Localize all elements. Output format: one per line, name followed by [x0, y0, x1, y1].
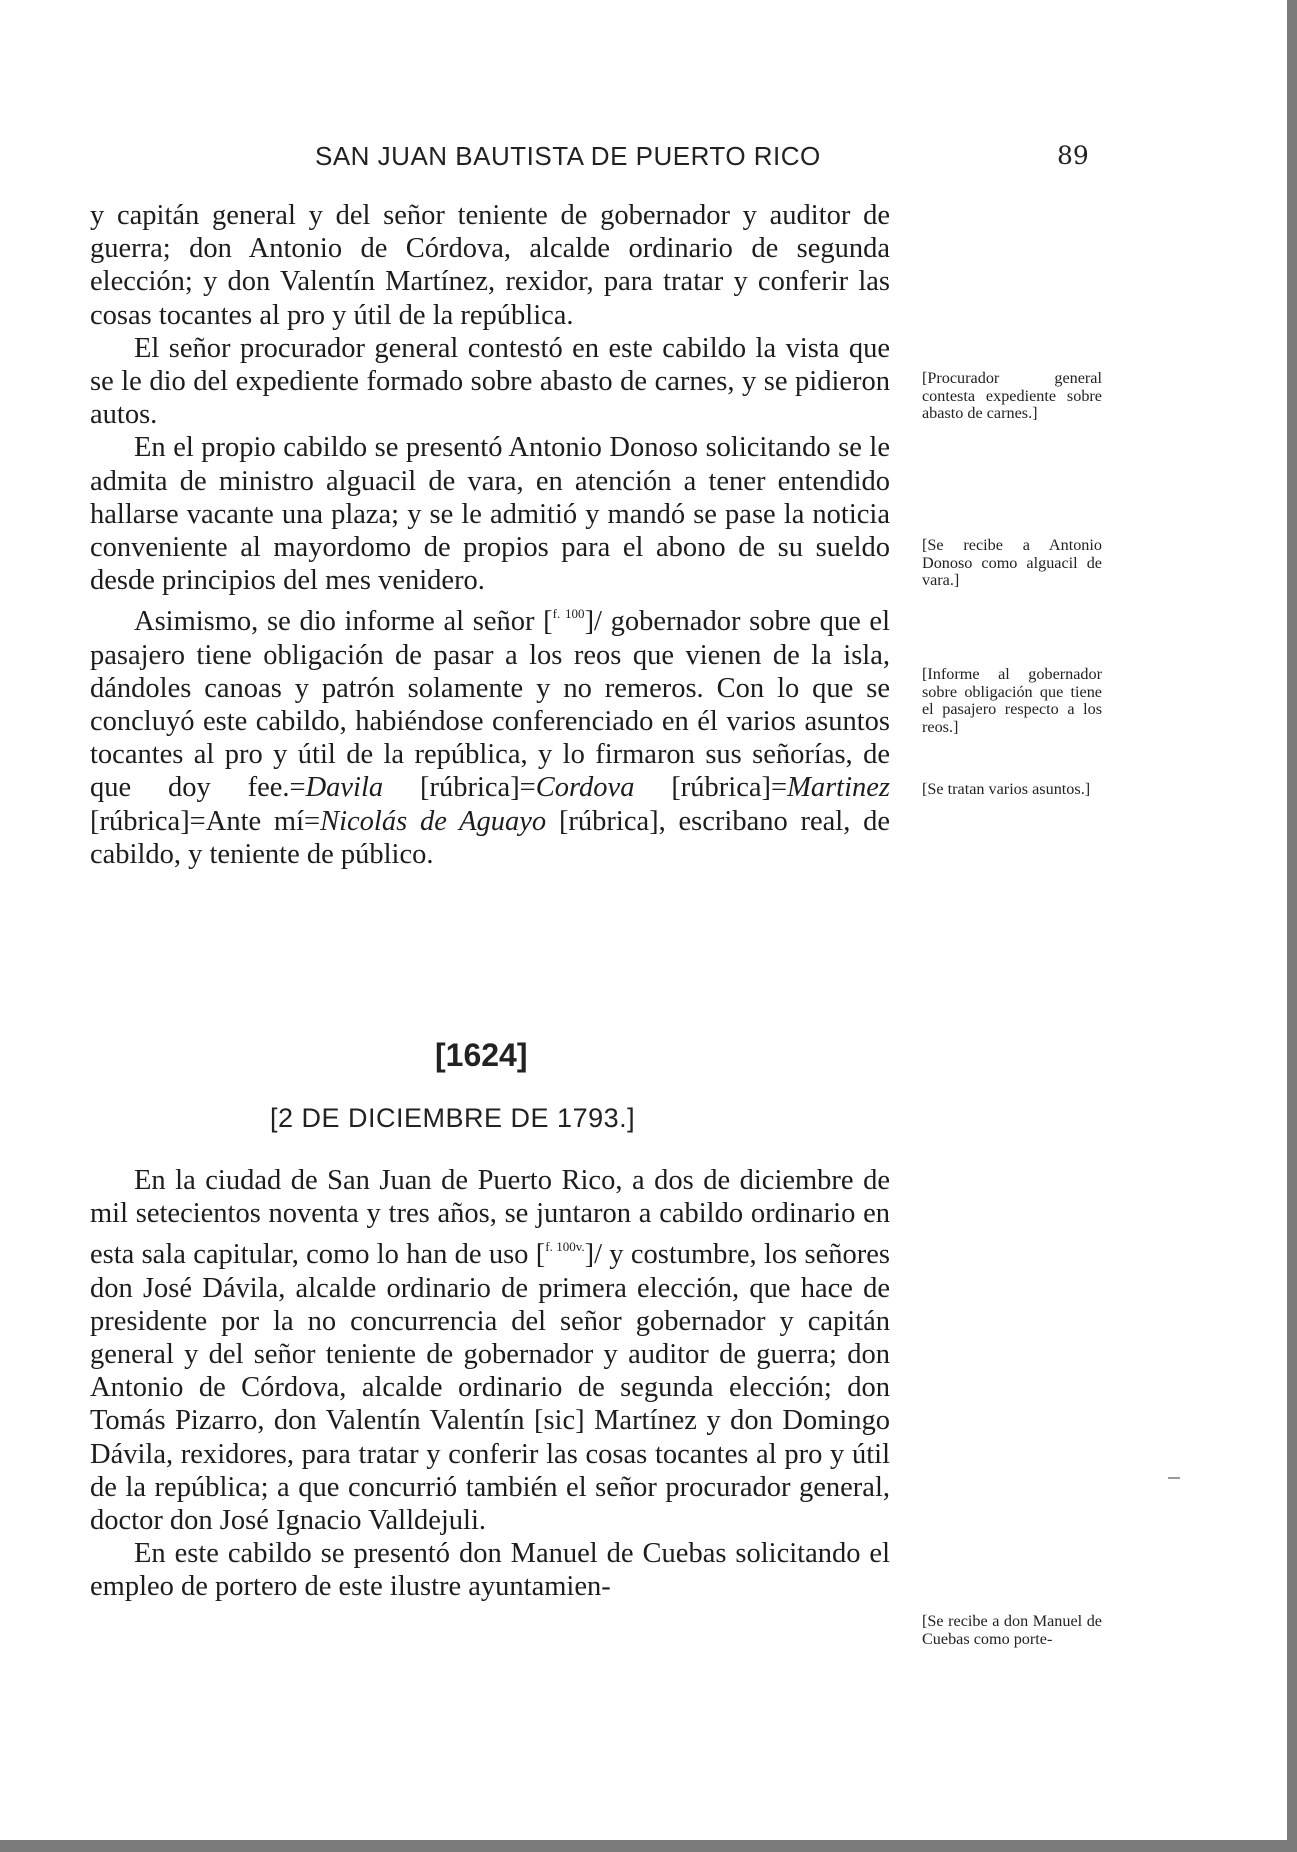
- signature-davila: Davila: [305, 772, 384, 804]
- margin-note-donoso: [Se recibe a Antonio Donoso como alguacil de vara.]: [922, 536, 1102, 589]
- body-text-top: [90, 199, 890, 871]
- text-run: En la ciudad de San Juan de Puerto Rico, a dos de diciembre de mil setecientos noventa y tres años, se juntaron a cabildo ordinario en esta sala capitular, como lo han de uso [: [90, 1165, 890, 1271]
- margin-note-asuntos: [Se tratan varios asuntos.]: [922, 780, 1091, 798]
- text-run: ]/ gobernador sobre que el pasajero tiene obligación de pasar a los reos que vienen de la isla, dándoles canoas y patrón solamente y no remeros. Con lo que se concluyó este cabildo, habiéndose conferenciado en él varios asuntos tocantes al pro y útil de la república, y lo firmaron sus señorías, de que doy fee.=: [90, 606, 890, 804]
- rubrica-mark: [rúbrica]=: [383, 772, 536, 804]
- signature-martinez: Martinez: [787, 772, 890, 804]
- text-run: [rúbrica], escribano real, de cabildo, y teniente de público.: [90, 805, 890, 870]
- margin-note-cuebas: [Se recibe a don Manuel de Cuebas como porte-: [922, 1612, 1102, 1648]
- text-run: Asimismo, se dio informe al señor [: [134, 606, 553, 638]
- rubrica-mark: [rúbrica]=: [634, 772, 788, 804]
- scan-mark: [1168, 1477, 1180, 1479]
- entry-number: [1624]: [435, 1037, 528, 1073]
- paragraph-session-opening: [90, 1164, 890, 1537]
- paragraph-donoso: En el propio cabildo se presentó Antonio Donoso solicitando se le admita de ministro alguacil de vara, en atención a tener entendido hallarse vacante una plaza; y se le admitió y mandó se pase la noticia conveniente al mayordomo de propios para el abono de su sueldo desde principios del mes venidero.: [90, 432, 890, 597]
- folio-reference: f. 100: [552, 606, 585, 622]
- body-text-bottom: [90, 1164, 890, 1604]
- scan-edge-right: [1287, 0, 1297, 1852]
- margin-note-procurador: [Procurador general contesta expediente sobre abasto de carnes.]: [922, 369, 1102, 422]
- folio-reference: f. 100v.: [545, 1239, 585, 1255]
- paragraph-procurador: El señor procurador general contestó en este cabildo la vista que se le dio del expediente formado sobre abasto de carnes, y se pidieron autos.: [90, 332, 890, 431]
- page-number: 89: [1057, 141, 1089, 170]
- text-run: ]/ y costumbre, los señores don José Dávila, alcalde ordinario de primera elección, que hace de presidente por la no concurrencia del señor gobernador y capitán general y del señor teniente de gobernador y auditor de guerra; don Antonio de Córdova, alcalde ordinario de segunda elección; don Tomás Pizarro, don Valentín Valentín [sic] Martínez y don Domingo Dávila, rexidores, para tratar y conferir las cosas tocantes al pro y útil de la república; a que concurrió también el señor procurador general, doctor don José Ignacio Valldejuli.: [90, 1239, 890, 1537]
- margin-note-informe: [Informe al gobernador sobre obligación que tiene el pasajero respecto a los reos.]: [922, 665, 1102, 736]
- signature-aguayo: Nicolás de Aguayo: [320, 805, 547, 837]
- rubrica-mark: [rúbrica]=Ante mí=: [90, 805, 321, 837]
- entry-date: [2 DE DICIEMBRE DE 1793.]: [270, 1103, 636, 1133]
- paragraph-continuation: y capitán general y del señor teniente de gobernador y auditor de guerra; don Antonio de Córdova, alcalde ordinario de segunda elección; y don Valentín Martínez, rexidor, para tratar y conferir las cosas tocantes al pro y útil de la república.: [90, 200, 890, 331]
- signature-cordova: Cordova: [535, 772, 635, 804]
- scan-edge-bottom: [0, 1840, 1297, 1852]
- paragraph-cuebas: En este cabildo se presentó don Manuel de Cuebas solicitando el empleo de portero de este ilustre ayuntamien-: [90, 1538, 890, 1603]
- paragraph-informe: [90, 597, 890, 871]
- running-head: SAN JUAN BAUTISTA DE PUERTO RICO: [315, 141, 821, 171]
